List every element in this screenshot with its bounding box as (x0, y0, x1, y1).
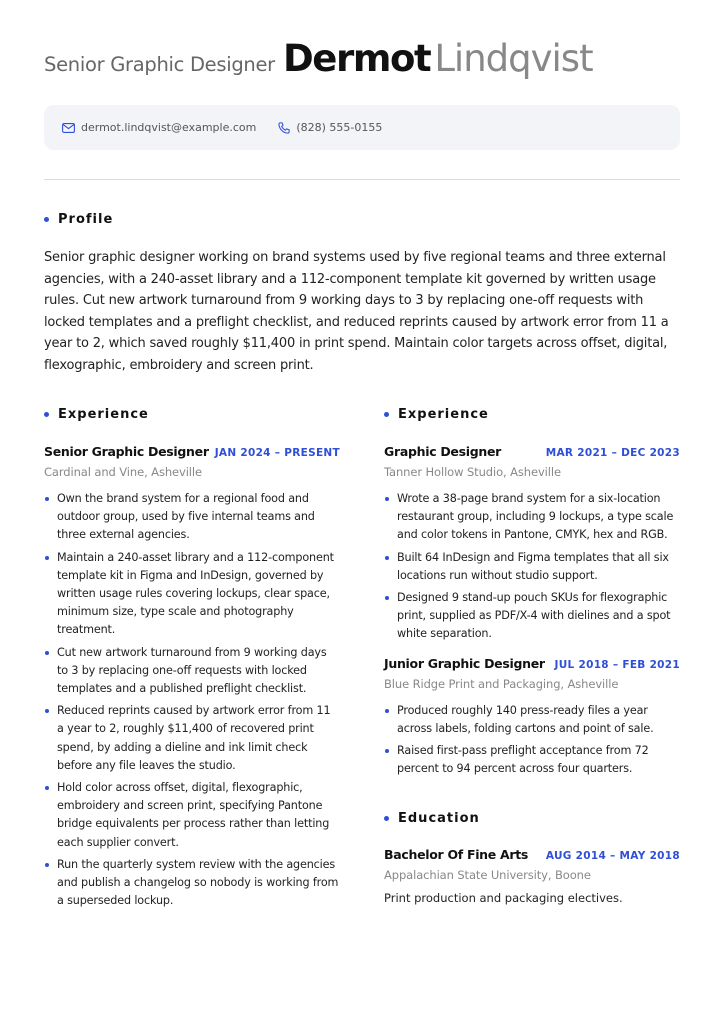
bullet-dot-icon (384, 816, 389, 821)
header-divider (44, 179, 680, 180)
list-item: Designed 9 stand-up pouch SKUs for flexographic print, supplied as PDF/X-4 with dielines and a spot white separation. (384, 589, 680, 644)
education-heading (384, 812, 480, 825)
contact-phone[interactable] (278, 121, 382, 134)
education-note: Print production and packaging electives. (384, 891, 623, 905)
bullet-dot-icon (44, 412, 49, 417)
job-entry (44, 444, 340, 910)
list-item: Run the quarterly system review with the agencies and publish a changelog so nobody is working from a superseded lockup. (44, 856, 340, 911)
profile-heading (44, 213, 113, 226)
org-name: Cardinal and Vine (44, 465, 145, 479)
list-item: Produced roughly 140 press-ready files a year across labels, folding cartons and point of sale. (384, 702, 680, 738)
mail-icon (62, 123, 75, 133)
first-name: Dermot (282, 37, 431, 80)
resume-header (44, 37, 684, 80)
degree-title: Bachelor Of Fine Arts (384, 847, 529, 862)
experience-column-left (44, 444, 340, 922)
email-text[interactable]: dermot.lindqvist@example.com (81, 121, 257, 134)
last-name: Lindqvist (434, 37, 593, 80)
experience-heading-text: Experience (398, 407, 489, 422)
list-item: Reduced reprints caused by artwork error from 11 a year to 2, roughly $11,400 of recovered print spend, by adding a dieline and ink limit check before any file leaves the studio. (44, 702, 340, 775)
phone-icon (278, 122, 290, 134)
list-item: Raised first-pass preflight acceptance from 72 percent to 94 percent across four quarters. (384, 742, 680, 778)
education-heading-text: Education (398, 811, 480, 826)
org-location: , Asheville (560, 676, 619, 691)
list-item: Hold color across offset, digital, flexographic, embroidery and screen print, specifying Pantone bridge equivalents per process rather than letting each supplier convert. (44, 779, 340, 852)
org-name: Tanner Hollow Studio (384, 465, 504, 479)
contact-bar (44, 105, 680, 150)
org-location: , Asheville (503, 465, 561, 479)
education-dates: AUG 2014 – MAY 2018 (545, 850, 680, 862)
bullet-dot-icon (44, 217, 49, 222)
job-entry (384, 656, 680, 779)
phone-text[interactable]: (828) 555-0155 (296, 121, 383, 134)
school (384, 868, 680, 882)
list-item: Wrote a 38-page brand system for a six-location restaurant group, including 9 lockups, a type scale and color tokens in Pantone, CMYK, hex and RGB. (384, 490, 680, 545)
job-bullets (384, 490, 680, 644)
job-entry (384, 444, 680, 644)
experience-column-right (384, 444, 680, 790)
list-item: Cut new artwork turnaround from 9 working days to 3 by replacing one-off requests with locked templates and a published preflight checklist. (44, 644, 340, 699)
job-bullets (384, 702, 680, 779)
list-item: Maintain a 240-asset library and a 112-component template kit in Figma and InDesign, governed by written usage rules covering lockups, clear space, minimum size, type scale and photography treatment. (44, 549, 340, 640)
job-role: Senior Graphic Designer (44, 53, 275, 76)
experience-heading-text: Experience (58, 407, 149, 422)
list-item: Built 64 InDesign and Figma templates that all six locations run without studio support. (384, 549, 680, 585)
job-title: Junior Graphic Designer (384, 655, 545, 671)
school-name: Appalachian State University (384, 868, 548, 882)
list-item: Own the brand system for a regional food and outdoor group, used by five internal teams and three external agencies. (44, 490, 340, 545)
profile-heading-text: Profile (58, 212, 114, 227)
experience-heading-left (44, 408, 149, 421)
school-location: , Boone (547, 868, 591, 882)
job-org (384, 677, 680, 691)
bullet-dot-icon (384, 412, 389, 417)
job-title: Graphic Designer (384, 444, 502, 459)
job-org (44, 465, 340, 479)
contact-email[interactable] (62, 121, 256, 134)
org-location: , Asheville (144, 465, 202, 479)
profile-summary: Senior graphic designer working on brand systems used by five regional teams and three external agencies, with a 240-asset library and a 112-component template kit governed by written usage rules. Cut new artwork turnaround from 9 working days to 3 by replacing one-off requests with locked templates and a preflight checklist, and reduced reprints caused by artwork error from 11 a year to 2, which saved roughly $11,400 in print spend. Maintain color targets across offset, digital, flexographic, embroidery and screen print. (44, 250, 669, 373)
org-name: Blue Ridge Print and Packaging (384, 676, 561, 691)
job-dates: MAR 2021 – DEC 2023 (545, 447, 680, 459)
job-title: Senior Graphic Designer (44, 444, 209, 459)
job-org (384, 465, 680, 479)
job-dates: JAN 2024 – PRESENT (214, 447, 340, 459)
experience-heading-right (384, 408, 489, 421)
education-entry (384, 847, 680, 905)
job-bullets (44, 490, 340, 910)
job-dates: JUL 2018 – FEB 2021 (554, 658, 680, 671)
